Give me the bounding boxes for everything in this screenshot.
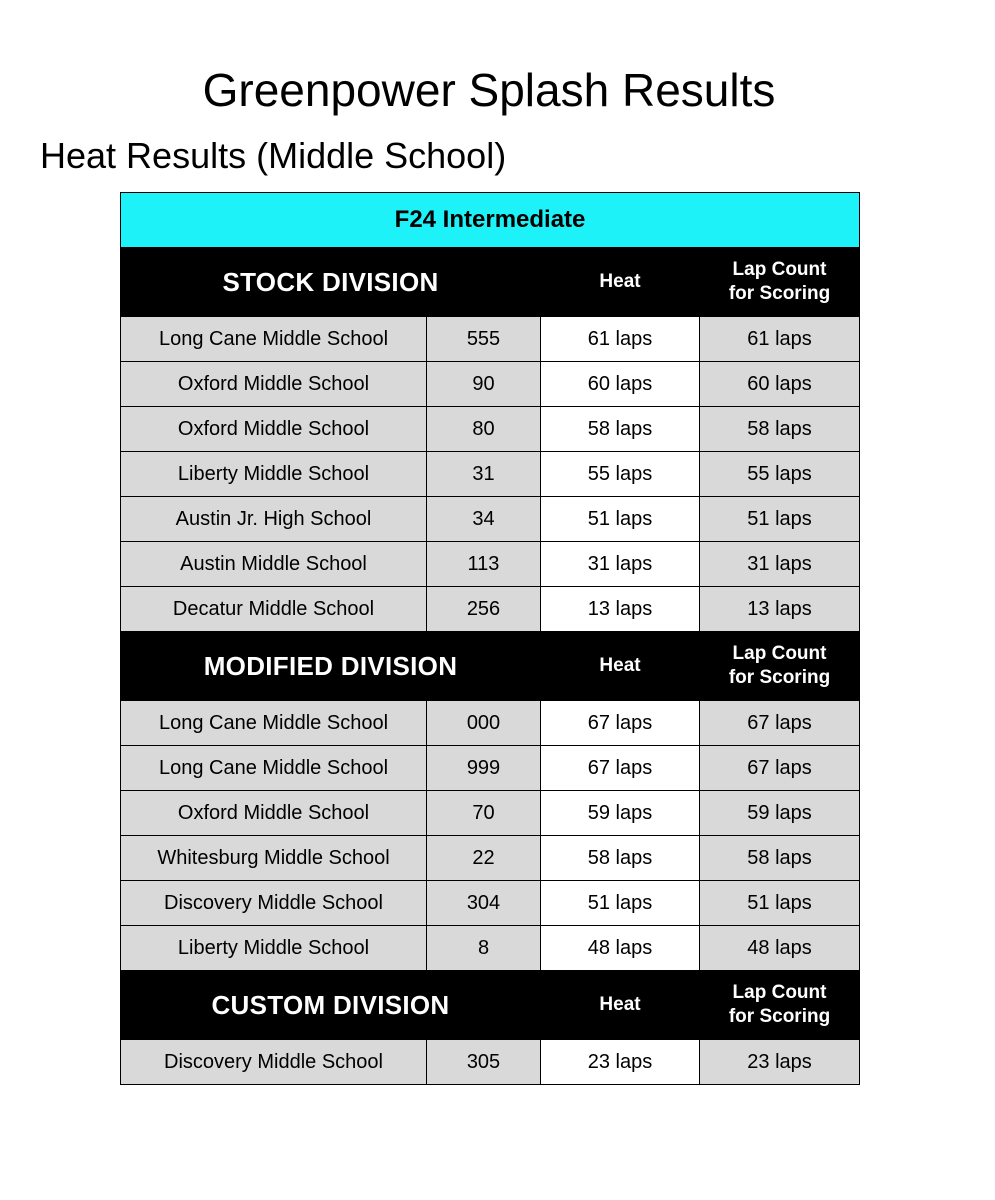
- car-number-cell: 70: [427, 791, 541, 836]
- heat-laps-cell: 23 laps: [541, 1040, 700, 1085]
- division-name: STOCK DIVISION: [121, 248, 541, 317]
- scoring-laps-cell: 51 laps: [700, 497, 860, 542]
- table-row: [121, 746, 860, 791]
- class-header: F24 Intermediate: [121, 193, 860, 248]
- heat-column-header: Heat: [541, 632, 700, 701]
- school-name-cell: Oxford Middle School: [121, 407, 427, 452]
- page-title: Greenpower Splash Results: [202, 64, 776, 116]
- table-row: [121, 452, 860, 497]
- scoring-laps-cell: 59 laps: [700, 791, 860, 836]
- table-row: [121, 497, 860, 542]
- division-name: MODIFIED DIVISION: [121, 632, 541, 701]
- car-number-cell: 113: [427, 542, 541, 587]
- heat-laps-cell: 48 laps: [541, 926, 700, 971]
- school-name-cell: Oxford Middle School: [121, 791, 427, 836]
- scoring-laps-cell: 67 laps: [700, 701, 860, 746]
- heat-column-header: Heat: [541, 248, 700, 317]
- table-row: [121, 407, 860, 452]
- car-number-cell: 256: [427, 587, 541, 632]
- table-row: [121, 881, 860, 926]
- school-name-cell: Decatur Middle School: [121, 587, 427, 632]
- school-name-cell: Discovery Middle School: [121, 881, 427, 926]
- car-number-cell: 305: [427, 1040, 541, 1085]
- heat-laps-cell: 51 laps: [541, 497, 700, 542]
- heat-laps-cell: 59 laps: [541, 791, 700, 836]
- lap-count-label-line2: for Scoring: [728, 667, 831, 688]
- heat-laps-cell: 60 laps: [541, 362, 700, 407]
- car-number-cell: 8: [427, 926, 541, 971]
- division-name: CUSTOM DIVISION: [121, 971, 541, 1040]
- lap-count-column-header: [700, 632, 860, 701]
- school-name-cell: Liberty Middle School: [121, 926, 427, 971]
- school-name-cell: Whitesburg Middle School: [121, 836, 427, 881]
- car-number-cell: 304: [427, 881, 541, 926]
- class-header-row: [121, 193, 860, 248]
- table-row: [121, 362, 860, 407]
- table-row: [121, 926, 860, 971]
- car-number-cell: 90: [427, 362, 541, 407]
- table-row: [121, 791, 860, 836]
- scoring-laps-cell: 58 laps: [700, 407, 860, 452]
- car-number-cell: 22: [427, 836, 541, 881]
- scoring-laps-cell: 31 laps: [700, 542, 860, 587]
- heat-laps-cell: 55 laps: [541, 452, 700, 497]
- heat-laps-cell: 67 laps: [541, 746, 700, 791]
- scoring-laps-cell: 67 laps: [700, 746, 860, 791]
- division-header-row: [121, 971, 860, 1040]
- scoring-laps-cell: 13 laps: [700, 587, 860, 632]
- lap-count-label-line2: for Scoring: [728, 1006, 831, 1027]
- school-name-cell: Discovery Middle School: [121, 1040, 427, 1085]
- scoring-laps-cell: 51 laps: [700, 881, 860, 926]
- lap-count-label-line1: Lap Count: [732, 259, 827, 280]
- table-row: [121, 317, 860, 362]
- scoring-laps-cell: 55 laps: [700, 452, 860, 497]
- results-table-body: [121, 193, 860, 1085]
- car-number-cell: 31: [427, 452, 541, 497]
- car-number-cell: 555: [427, 317, 541, 362]
- scoring-laps-cell: 48 laps: [700, 926, 860, 971]
- division-header-row: [121, 248, 860, 317]
- car-number-cell: 999: [427, 746, 541, 791]
- heat-laps-cell: 58 laps: [541, 407, 700, 452]
- heat-laps-cell: 51 laps: [541, 881, 700, 926]
- school-name-cell: Liberty Middle School: [121, 452, 427, 497]
- scoring-laps-cell: 60 laps: [700, 362, 860, 407]
- school-name-cell: Austin Jr. High School: [121, 497, 427, 542]
- car-number-cell: 34: [427, 497, 541, 542]
- division-header-row: [121, 632, 860, 701]
- scoring-laps-cell: 61 laps: [700, 317, 860, 362]
- table-row: [121, 587, 860, 632]
- heat-laps-cell: 13 laps: [541, 587, 700, 632]
- car-number-cell: 000: [427, 701, 541, 746]
- lap-count-label-line1: Lap Count: [732, 982, 827, 1003]
- heat-laps-cell: 61 laps: [541, 317, 700, 362]
- lap-count-label-line2: for Scoring: [728, 283, 831, 304]
- lap-count-label-line1: Lap Count: [732, 643, 827, 664]
- scoring-laps-cell: 23 laps: [700, 1040, 860, 1085]
- heat-laps-cell: 58 laps: [541, 836, 700, 881]
- heat-laps-cell: 31 laps: [541, 542, 700, 587]
- results-table: [120, 192, 860, 1085]
- school-name-cell: Long Cane Middle School: [121, 317, 427, 362]
- table-row: [121, 701, 860, 746]
- car-number-cell: 80: [427, 407, 541, 452]
- scoring-laps-cell: 58 laps: [700, 836, 860, 881]
- lap-count-column-header: [700, 971, 860, 1040]
- school-name-cell: Long Cane Middle School: [121, 701, 427, 746]
- school-name-cell: Oxford Middle School: [121, 362, 427, 407]
- heat-laps-cell: 67 laps: [541, 701, 700, 746]
- table-row: [121, 542, 860, 587]
- heat-column-header: Heat: [541, 971, 700, 1040]
- lap-count-column-header: [700, 248, 860, 317]
- table-row: [121, 1040, 860, 1085]
- page-subtitle: Heat Results (Middle School): [40, 135, 507, 176]
- school-name-cell: Austin Middle School: [121, 542, 427, 587]
- school-name-cell: Long Cane Middle School: [121, 746, 427, 791]
- table-row: [121, 836, 860, 881]
